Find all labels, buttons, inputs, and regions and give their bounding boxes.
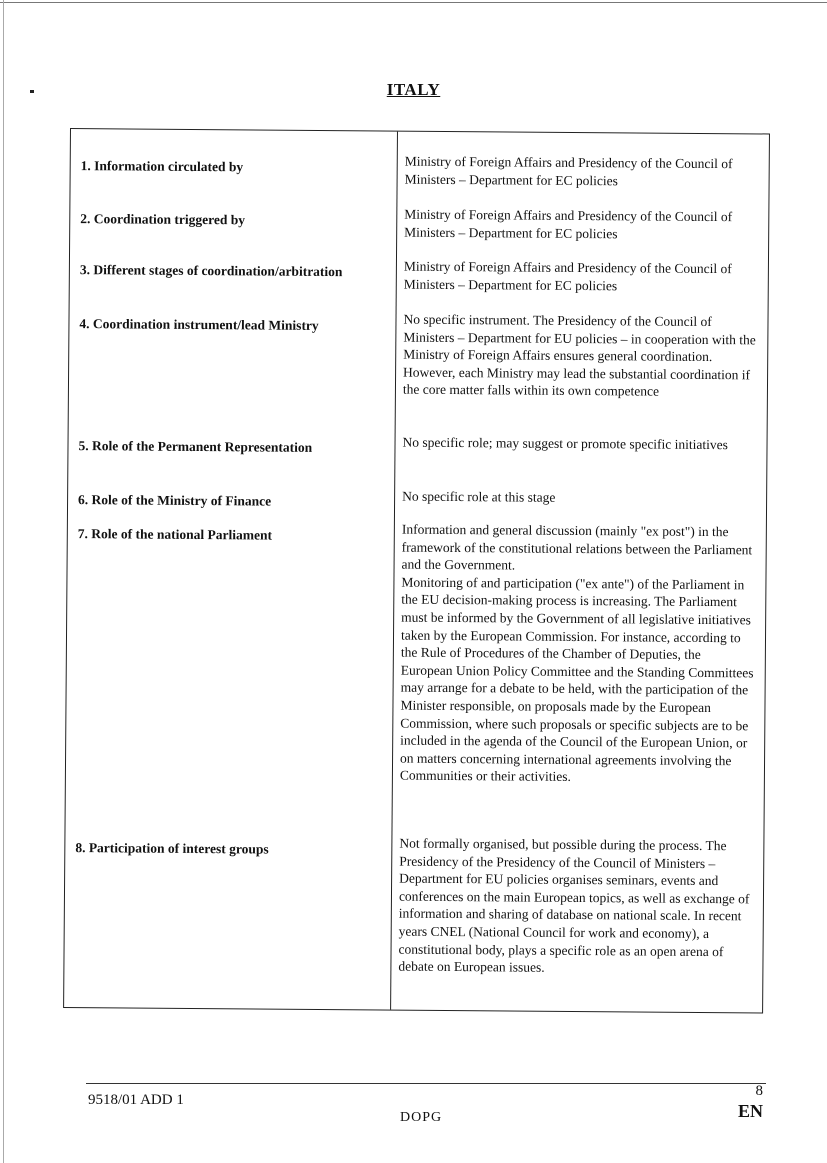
coordination-table [63, 128, 770, 1013]
row-label-coordination-triggered: 2. Coordination triggered by [80, 211, 246, 228]
row-label-coordination-instrument: 4. Coordination instrument/lead Ministry [79, 316, 319, 333]
row-value-national-parliament: Information and general discussion (mainly "ex post") in the framework of the constitutional relations between the Parliament and the Government. Monitoring of and participation ("ex ante") of the Parliament in the EU decision-making process is increasing. The Parliament must be informed by the Government of all legislative initiatives taken by the European Commission. For instance, according to the Rule of Procedures of the Chamber of Deputies, the European Union Policy Committee and the Standing Committees may arrange for a debate to be held, with the participation of the Minister responsible, on proposals made by the European Commission, where such proposals or specific subjects are to be included in the agenda of the Council of the European Union, or on matters concerning international agreements involving the Communities or their activities. [399, 521, 754, 785]
top-scan-edge [0, 2, 827, 3]
row-label-ministry-of-finance: 6. Role of the Ministry of Finance [78, 492, 272, 509]
row-value-coordination-stages: Ministry of Foreign Affairs and Presidency of the Council of Ministers – Department for EC policies [403, 258, 732, 293]
language-code: EN [737, 1101, 763, 1121]
row-value-coordination-triggered: Ministry of Foreign Affairs and Presidency of the Council of Ministers – Department for EC policies [404, 206, 733, 241]
footer-rule [86, 1083, 766, 1084]
row-label-coordination-stages: 3. Different stages of coordination/arbitration [79, 262, 343, 280]
document-reference: 9518/01 ADD 1 [88, 1092, 184, 1108]
row-label-interest-groups: 8. Participation of interest groups [75, 840, 269, 857]
row-value-interest-groups: Not formally organised, but possible during the process. The Presidency of the Presidency of the Council of Ministers – Department for EU policies organises seminars, events and conferences on the main European topics, as well as exchange of information and sharing of database on national scale. In recent years CNEL (National Council for work and economy), a constitutional body, plays a specific role as an open arena of debate on European issues. [398, 835, 750, 975]
row-value-information-circulated: Ministry of Foreign Affairs and Presidency of the Council of Ministers – Department for EC policies [404, 153, 733, 188]
row-label-permanent-representation: 5. Role of the Permanent Representation [78, 438, 313, 455]
row-value-permanent-representation: No specific role; may suggest or promote specific initiatives [402, 434, 729, 453]
department-code: DOPG [400, 1110, 443, 1125]
page-title: ITALY [386, 80, 441, 99]
row-label-national-parliament: 7. Role of the national Parliament [77, 526, 273, 543]
row-value-coordination-instrument: No specific instrument. The Presidency of the Council of Ministers – Department for EU policies – in cooperation with the Ministry of Foreign Affairs ensures general coordination. However, each Ministry may lead the substantial coordination if the core matter falls within its own competence [402, 311, 756, 400]
row-label-information-circulated: 1. Information circulated by [80, 158, 244, 175]
row-value-ministry-of-finance: No specific role at this stage [402, 488, 556, 505]
left-scan-edge [3, 0, 4, 1163]
page-number: 8 [755, 1083, 763, 1099]
column-divider [390, 132, 398, 1010]
